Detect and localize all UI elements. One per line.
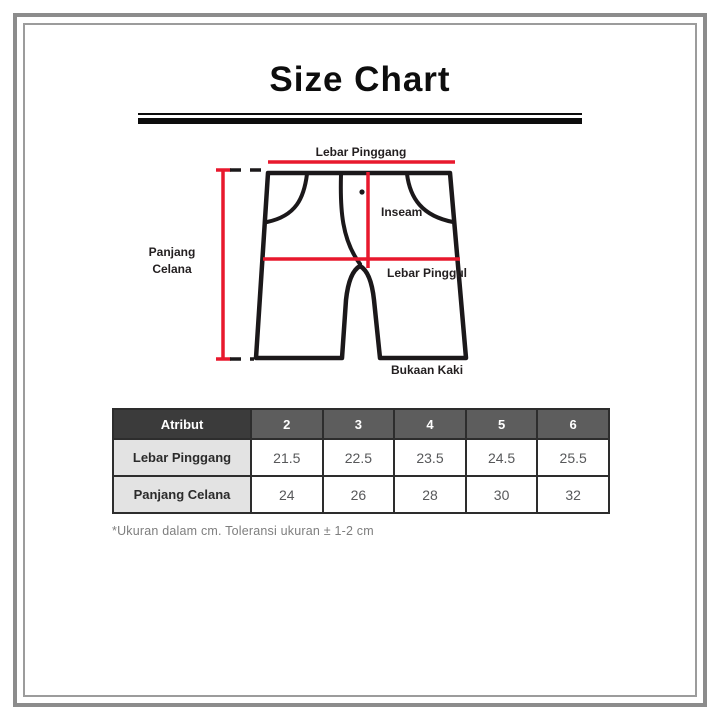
label-lebar-pinggul: Lebar Pinggul — [387, 266, 468, 280]
value-cell: 32 — [537, 476, 609, 513]
value-cell: 23.5 — [394, 439, 466, 476]
waist-button-dot — [359, 189, 364, 194]
header-cell-size-6: 6 — [537, 409, 609, 439]
value-cell: 30 — [466, 476, 538, 513]
label-lebar-pinggang: Lebar Pinggang — [315, 145, 407, 159]
header-cell-size-2: 2 — [251, 409, 323, 439]
label-inseam: Inseam — [381, 205, 423, 219]
page-title: Size Chart — [269, 60, 451, 99]
table-row-lebar-pinggang — [113, 439, 609, 476]
table-row-panjang-celana — [113, 476, 609, 513]
header-cell-size-4: 4 — [394, 409, 466, 439]
value-cell: 24 — [251, 476, 323, 513]
row-label: Lebar Pinggang — [113, 439, 251, 476]
value-cell: 28 — [394, 476, 466, 513]
row-label: Panjang Celana — [113, 476, 251, 513]
label-panjang-celana-line1: Panjang — [148, 245, 196, 259]
size-table — [112, 408, 610, 514]
label-panjang-celana-line2: Celana — [152, 262, 192, 276]
label-panjang-celana — [130, 244, 214, 278]
label-bukaan-kaki: Bukaan Kaki — [391, 363, 464, 377]
footnote: *Ukuran dalam cm. Toleransi ukuran ± 1-2 cm — [112, 524, 374, 538]
title-divider — [138, 113, 582, 124]
value-cell: 24.5 — [466, 439, 538, 476]
value-cell: 22.5 — [323, 439, 395, 476]
header-cell-atribut: Atribut — [113, 409, 251, 439]
header-cell-size-5: 5 — [466, 409, 538, 439]
shorts-measurement-diagram — [130, 140, 490, 388]
header-cell-size-3: 3 — [323, 409, 395, 439]
value-cell: 21.5 — [251, 439, 323, 476]
value-cell: 26 — [323, 476, 395, 513]
value-cell: 25.5 — [537, 439, 609, 476]
size-table-header-row — [113, 409, 609, 439]
